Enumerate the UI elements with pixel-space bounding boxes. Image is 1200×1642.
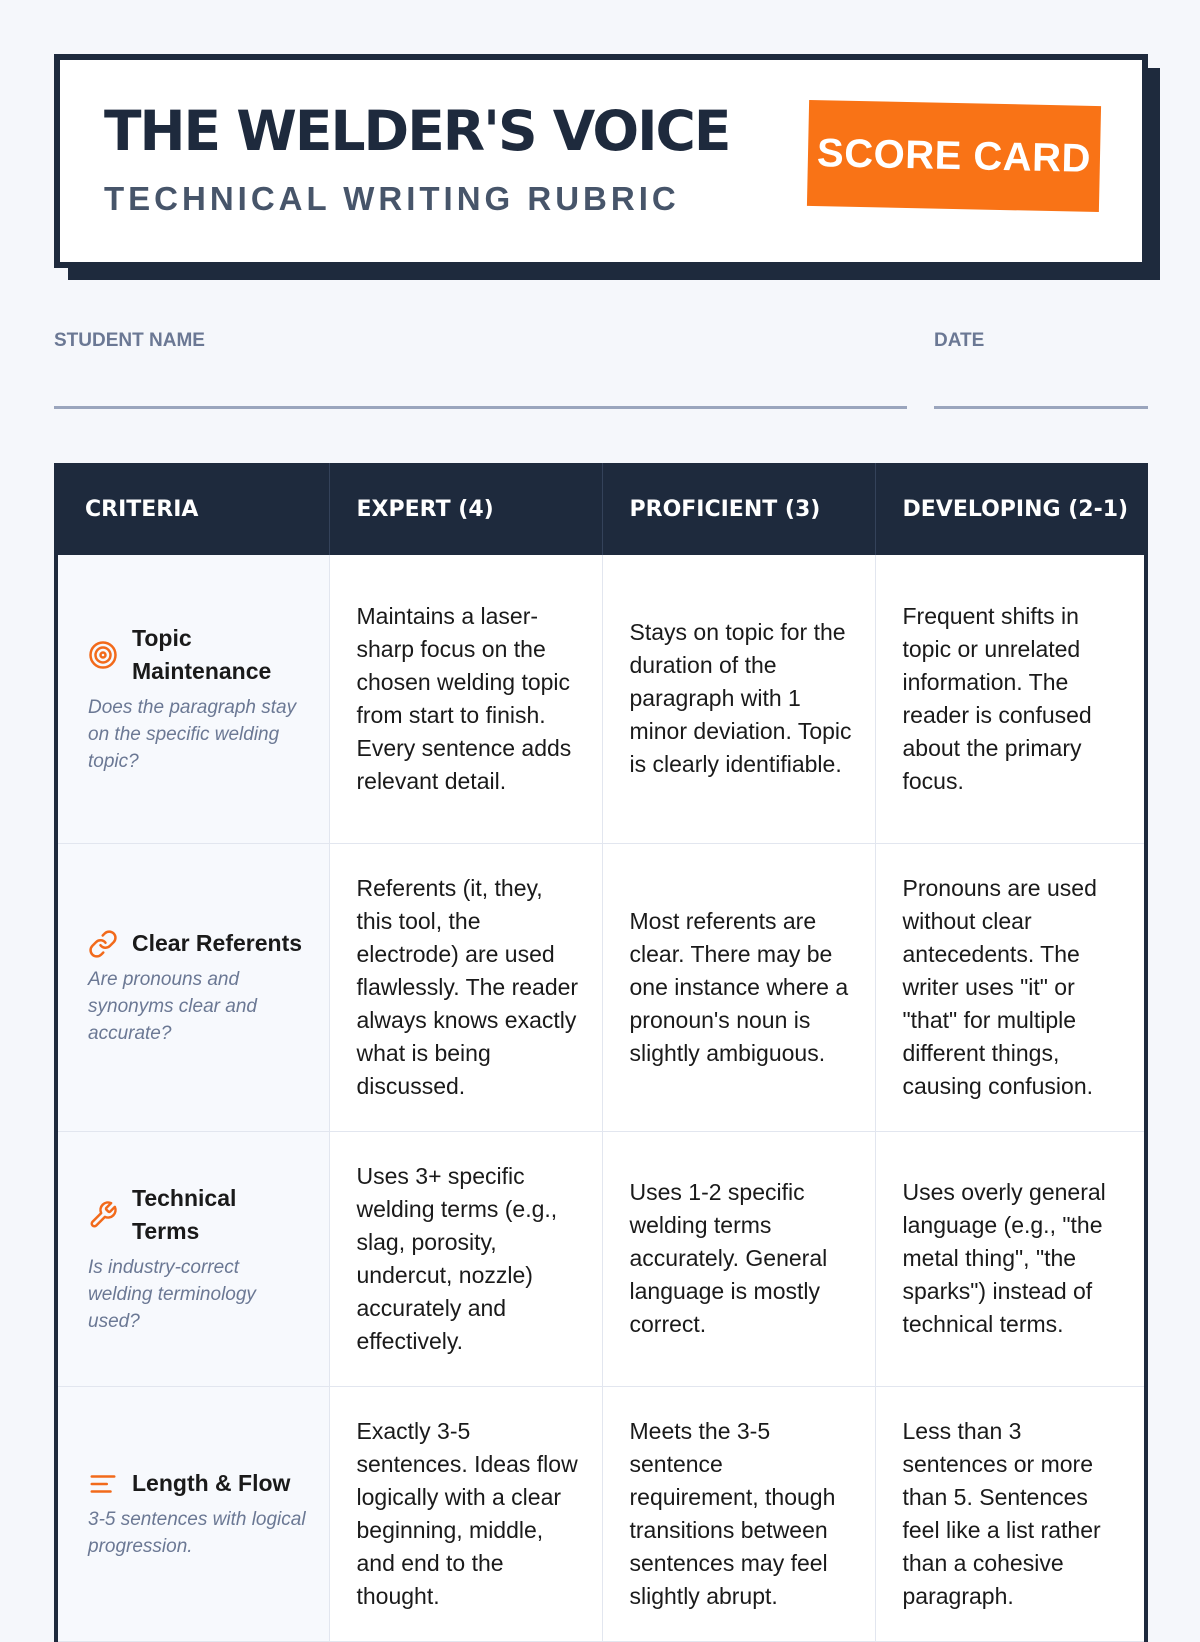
criteria-name: Length & Flow xyxy=(132,1470,291,1496)
column-header-proficient: PROFICIENT (3) xyxy=(602,463,875,555)
column-header-criteria: CRITERIA xyxy=(56,463,329,555)
student-name-label: STUDENT NAME xyxy=(54,330,205,351)
developing-cell: Frequent shifts in topic or unrelated information. The reader is confused about the primary focus. xyxy=(875,555,1146,843)
student-name-field[interactable] xyxy=(54,406,907,409)
expert-cell: Maintains a laser-sharp focus on the chosen welding topic from start to finish. Every sentence adds relevant detail. xyxy=(329,555,602,843)
criteria-cell xyxy=(56,555,329,843)
expert-cell: Referents (it, they, this tool, the electrode) are used flawlessly. The reader always knows exactly what is being discussed. xyxy=(329,843,602,1131)
criteria-description: Is industry-correct welding terminology used? xyxy=(88,1257,256,1332)
proficient-cell: Most referents are clear. There may be one instance where a pronoun's noun is slightly ambiguous. xyxy=(602,843,875,1131)
header-card xyxy=(54,54,1148,268)
developing-cell: Less than 3 sentences or more than 5. Sentences feel like a list rather than a cohesive paragraph. xyxy=(875,1386,1146,1641)
proficient-cell: Meets the 3-5 sentence requirement, though transitions between sentences may feel slightly abrupt. xyxy=(602,1386,875,1641)
date-label: DATE xyxy=(934,330,985,351)
expert-cell: Uses 3+ specific welding terms (e.g., slag, porosity, undercut, nozzle) accurately and effectively. xyxy=(329,1131,602,1386)
developing-cell: Uses overly general language (e.g., "the metal thing", "the sparks") instead of technical terms. xyxy=(875,1131,1146,1386)
criteria-description: 3-5 sentences with logical progression. xyxy=(88,1509,306,1557)
date-field[interactable] xyxy=(934,406,1148,409)
table-row xyxy=(56,555,1146,843)
criteria-description: Are pronouns and synonyms clear and accurate? xyxy=(88,969,257,1044)
table-row xyxy=(56,1131,1146,1386)
wrench-icon xyxy=(88,1200,118,1230)
table-header-row xyxy=(56,463,1146,555)
proficient-cell: Uses 1-2 specific welding terms accurately. General language is mostly correct. xyxy=(602,1131,875,1386)
criteria-cell xyxy=(56,1386,329,1641)
criteria-name: Clear Referents xyxy=(132,930,303,956)
column-header-developing: DEVELOPING (2-1) xyxy=(875,463,1146,555)
link-icon xyxy=(88,929,118,959)
criteria-name: Topic Maintenance xyxy=(132,625,272,685)
table-row xyxy=(56,1386,1146,1641)
target-icon xyxy=(88,640,118,670)
page-subtitle: TECHNICAL WRITING RUBRIC xyxy=(104,180,680,217)
criteria-name: Technical Terms xyxy=(132,1185,237,1244)
page-title: THE WELDER'S VOICE xyxy=(104,99,730,163)
column-header-expert: EXPERT (4) xyxy=(329,463,602,555)
score-card-badge: SCORE CARD xyxy=(807,100,1101,212)
table-row xyxy=(56,843,1146,1131)
developing-cell: Pronouns are used without clear antecedents. The writer uses "it" or "that" for multiple different things, causing confusion. xyxy=(875,843,1146,1131)
align-left-icon xyxy=(88,1469,118,1499)
rubric-table xyxy=(54,463,1148,1642)
header xyxy=(54,54,1148,280)
expert-cell: Exactly 3-5 sentences. Ideas flow logically with a clear beginning, middle, and end to the thought. xyxy=(329,1386,602,1641)
criteria-cell xyxy=(56,843,329,1131)
proficient-cell: Stays on topic for the duration of the paragraph with 1 minor deviation. Topic is clearly identifiable. xyxy=(602,555,875,843)
criteria-cell xyxy=(56,1131,329,1386)
criteria-description: Does the paragraph stay on the specific welding topic? xyxy=(88,697,297,773)
